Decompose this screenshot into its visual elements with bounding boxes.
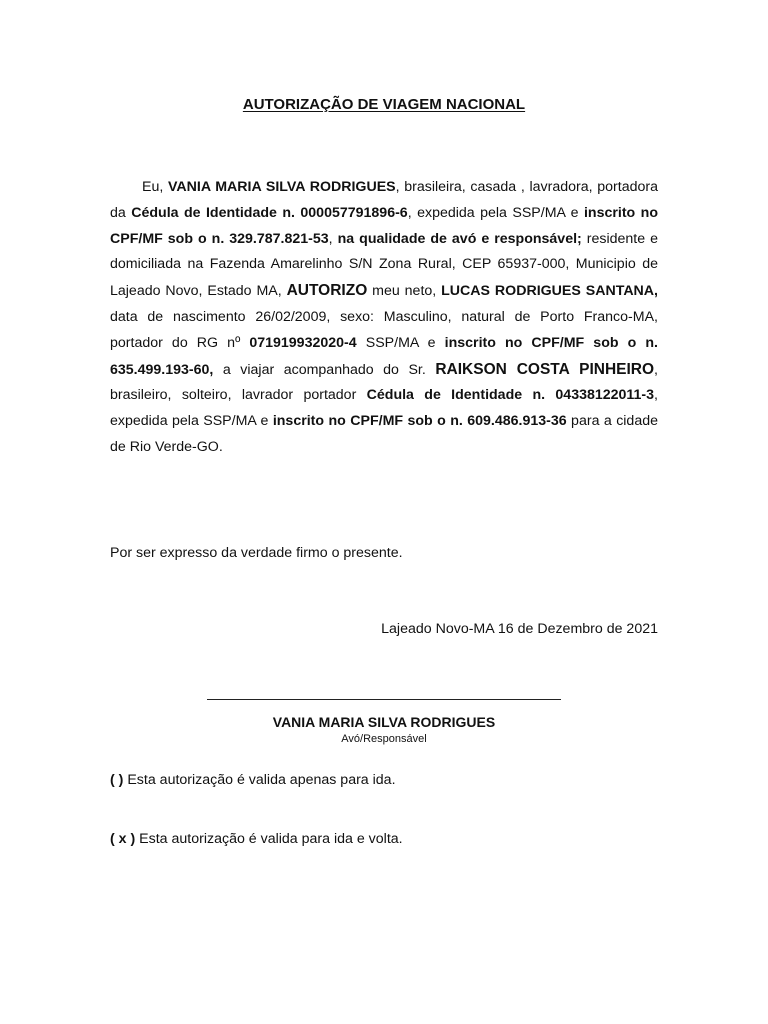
- grantor-id: Cédula de Identidade n. 000057791896-6: [131, 204, 408, 221]
- text-segment: , expedida pela SSP/MA e: [110, 387, 658, 430]
- grantor-role: na qualidade de avó e responsável;: [337, 230, 582, 247]
- companion-id: Cédula de Identidade n. 04338122011-3: [366, 387, 655, 404]
- text-segment: a viajar acompanhado do Sr.: [213, 361, 436, 378]
- signature-name: VANIA MARIA SILVA RODRIGUES: [272, 714, 496, 730]
- minor-name: LUCAS RODRIGUES SANTANA,: [441, 283, 658, 300]
- document-title: AUTORIZAÇÃO DE VIAGEM NACIONAL: [242, 96, 526, 113]
- text-segment: , brasileira, casada , lavradora, portadora da: [110, 179, 658, 221]
- companion-name: RAIKSON COSTA PINHEIRO: [435, 360, 655, 378]
- text-segment: , brasileiro, solteiro, lavrador portador: [110, 361, 658, 404]
- signature-role: Avó/Responsável: [341, 733, 427, 745]
- text-segment: Eu,: [142, 179, 168, 195]
- text-segment: data de nascimento 26/02/2009, sexo: Masculino, natural de Porto Franco-MA, portador do RG nº: [110, 308, 658, 351]
- option-checkbox: ( ): [110, 772, 124, 788]
- text-segment: ,: [328, 230, 338, 247]
- authorize-keyword: AUTORIZO: [286, 282, 368, 300]
- closing-statement: Por ser expresso da verdade firmo o presente.: [110, 545, 403, 561]
- signature-line: [207, 699, 561, 700]
- authorization-paragraph: [110, 175, 658, 461]
- minor-cpf: inscrito no CPF/MF sob o n. 635.499.193-60,: [110, 334, 658, 378]
- option-one-way: [110, 772, 396, 788]
- text-segment: residente e domiciliada na Fazenda Amarelinho S/N Zona Rural, CEP 65937-000, Municipio de Lajeado Novo, Estado MA,: [110, 230, 659, 300]
- grantor-cpf: inscrito no CPF/MF sob o n. 329.787.821-53: [110, 204, 658, 247]
- minor-rg: 071919932020-4: [249, 334, 357, 351]
- option-checkbox: ( x ): [110, 831, 136, 847]
- place-date: Lajeado Novo-MA 16 de Dezembro de 2021: [381, 621, 658, 637]
- text-segment: SSP/MA e: [356, 334, 445, 351]
- text-segment: , expedida pela SSP/MA e: [407, 204, 584, 221]
- option-text: Esta autorização é valida para ida e volta.: [135, 831, 403, 847]
- grantor-name: VANIA MARIA SILVA RODRIGUES: [167, 179, 396, 195]
- text-segment: para a cidade de Rio Verde-GO.: [110, 413, 658, 455]
- option-round-trip: [110, 831, 403, 847]
- option-text: Esta autorização é valida apenas para ida.: [123, 772, 396, 788]
- companion-cpf: inscrito no CPF/MF sob o n. 609.486.913-36: [272, 413, 567, 430]
- text-segment: meu neto,: [367, 283, 442, 300]
